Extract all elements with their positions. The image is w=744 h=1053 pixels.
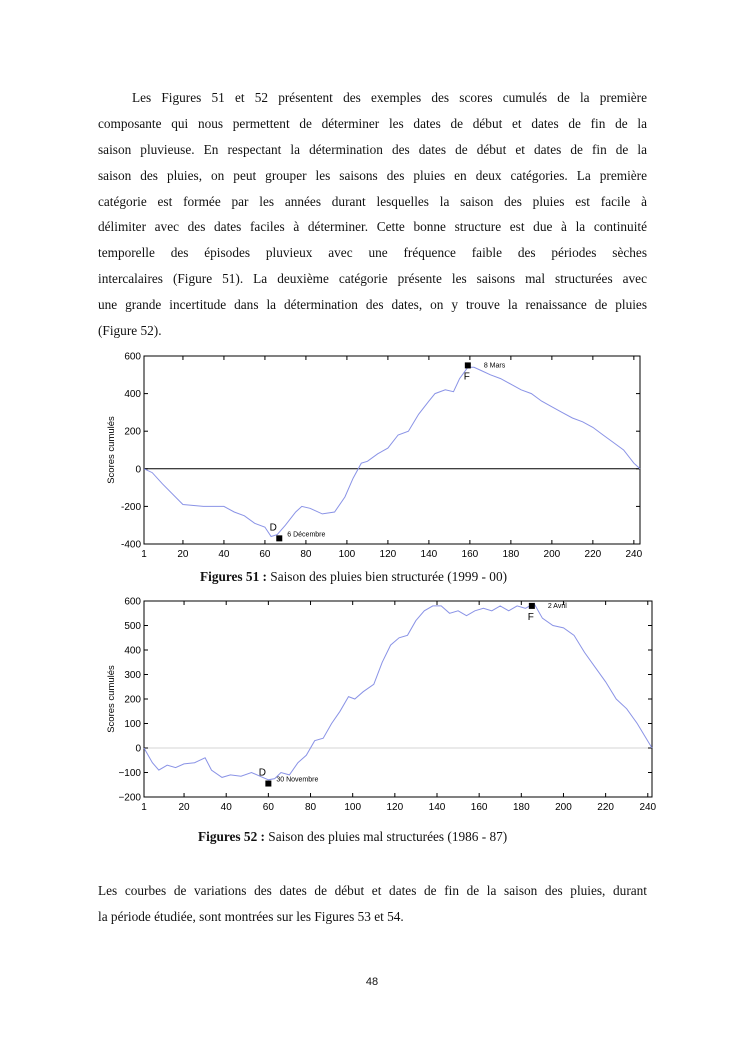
y-tick-label: -200 <box>120 501 141 513</box>
text-line: composante qui nous permettent de déterminer les dates de début et dates de fin de la <box>98 115 647 131</box>
y-tick-label: −200 <box>118 792 141 804</box>
x-tick-label: 240 <box>639 802 657 813</box>
y-tick-label: -400 <box>120 539 141 551</box>
text-line: Les Figures 51 et 52 présentent des exemples des scores cumulés de la première <box>132 90 647 105</box>
date-marker <box>276 535 282 541</box>
x-tick-label: 100 <box>344 802 362 813</box>
text-line: catégorie est formée par les années durant lesquelles la saison des pluies est facile à <box>98 193 647 209</box>
plot-frame <box>144 601 652 797</box>
paragraph-outro <box>98 878 647 930</box>
x-tick-label: 60 <box>259 549 271 560</box>
y-tick-label: 300 <box>124 670 141 681</box>
x-tick-label: 120 <box>386 802 404 813</box>
y-axis-label: Scores cumulés <box>106 416 117 484</box>
x-tick-label: 200 <box>555 802 572 813</box>
y-tick-label: 600 <box>124 351 141 363</box>
marker-letter: D <box>258 767 266 779</box>
text-line: la période étudiée, sont montrées sur les Figures 53 et 54. <box>98 908 404 924</box>
marker-annotation: 6 Décembre <box>287 531 326 539</box>
date-marker <box>529 603 535 609</box>
x-tick-label: 140 <box>420 549 438 560</box>
x-tick-label: 20 <box>178 802 190 813</box>
y-tick-label: 500 <box>124 621 141 632</box>
text-line: intercalaires (Figure 51). La deuxième catégorie présente les saisons mal structurées avec <box>98 271 647 287</box>
y-axis-label: Scores cumulés <box>106 665 117 733</box>
figure-51-caption-text: Saison des pluies bien structurée (1999 - 00) <box>266 569 508 584</box>
x-tick-label: 60 <box>262 802 274 813</box>
text-line: Les courbes de variations des dates de début et dates de fin de la saison des pluies, durant <box>98 883 647 898</box>
y-tick-label: −100 <box>118 768 141 779</box>
x-tick-label: 100 <box>338 549 356 560</box>
x-tick-label: 220 <box>597 802 614 813</box>
x-tick-label: 180 <box>502 549 520 560</box>
figure-51-caption <box>200 569 507 585</box>
x-tick-label: 80 <box>304 802 317 813</box>
y-tick-label: 0 <box>135 743 141 755</box>
y-tick-label: 0 <box>135 464 141 476</box>
y-tick-label: 200 <box>124 694 141 706</box>
x-tick-label: 180 <box>512 802 530 813</box>
text-line: (Figure 52). <box>98 323 162 339</box>
marker-annotation: 30 Novembre <box>276 776 319 784</box>
figure-51-caption-label: Figures 51 : <box>200 569 267 584</box>
x-tick-label: 1 <box>141 549 147 560</box>
text-line: saison des pluies, on peut grouper les saisons des pluies en deux catégories. La première <box>98 167 647 183</box>
series-line <box>144 367 640 539</box>
y-tick-label: 100 <box>124 719 141 730</box>
x-tick-label: 20 <box>177 549 189 560</box>
x-tick-label: 40 <box>220 802 232 813</box>
date-marker <box>465 362 471 368</box>
text-line: délimiter avec des dates faciles à déterminer. Cette bonne structure est due à la continuité <box>98 219 647 235</box>
x-tick-label: 80 <box>300 549 312 560</box>
figure-52-chart <box>100 593 665 818</box>
plot-frame <box>144 356 640 544</box>
x-tick-label: 240 <box>625 549 643 560</box>
y-tick-label: 400 <box>124 645 141 657</box>
marker-letter: F <box>527 611 534 623</box>
x-tick-label: 220 <box>584 549 602 560</box>
figure-52-caption <box>198 829 507 845</box>
date-marker <box>265 781 271 787</box>
x-tick-label: 140 <box>428 802 446 813</box>
marker-annotation: 8 Mars <box>483 362 506 370</box>
x-tick-label: 1 <box>141 802 147 813</box>
figure-52-caption-text: Saison des pluies mal structurées (1986 - 87) <box>264 829 508 844</box>
text-line: saison pluvieuse. En respectant la détermination des dates de début et dates de fin de la <box>98 141 647 157</box>
figure-51-chart <box>100 348 648 568</box>
series-line <box>144 603 652 779</box>
x-tick-label: 200 <box>543 549 561 560</box>
x-tick-label: 40 <box>218 549 230 560</box>
text-line: une grande incertitude dans la détermination des dates, on y trouve la renaissance de pluies <box>98 297 647 313</box>
marker-letter: F <box>463 371 470 383</box>
y-tick-label: 600 <box>124 596 141 608</box>
marker-annotation: 2 Avril <box>547 602 567 610</box>
y-tick-label: 400 <box>124 389 141 401</box>
y-tick-label: 200 <box>124 426 141 438</box>
text-line: temporelle des épisodes pluvieux avec une fréquence faible des périodes sèches <box>98 245 647 261</box>
x-tick-label: 120 <box>379 549 397 560</box>
x-tick-label: 160 <box>470 802 488 813</box>
paragraph-intro <box>98 85 647 344</box>
x-tick-label: 160 <box>461 549 479 560</box>
marker-letter: D <box>269 522 277 534</box>
page-number: 48 <box>365 976 379 988</box>
figure-52-caption-label: Figures 52 : <box>198 829 265 844</box>
